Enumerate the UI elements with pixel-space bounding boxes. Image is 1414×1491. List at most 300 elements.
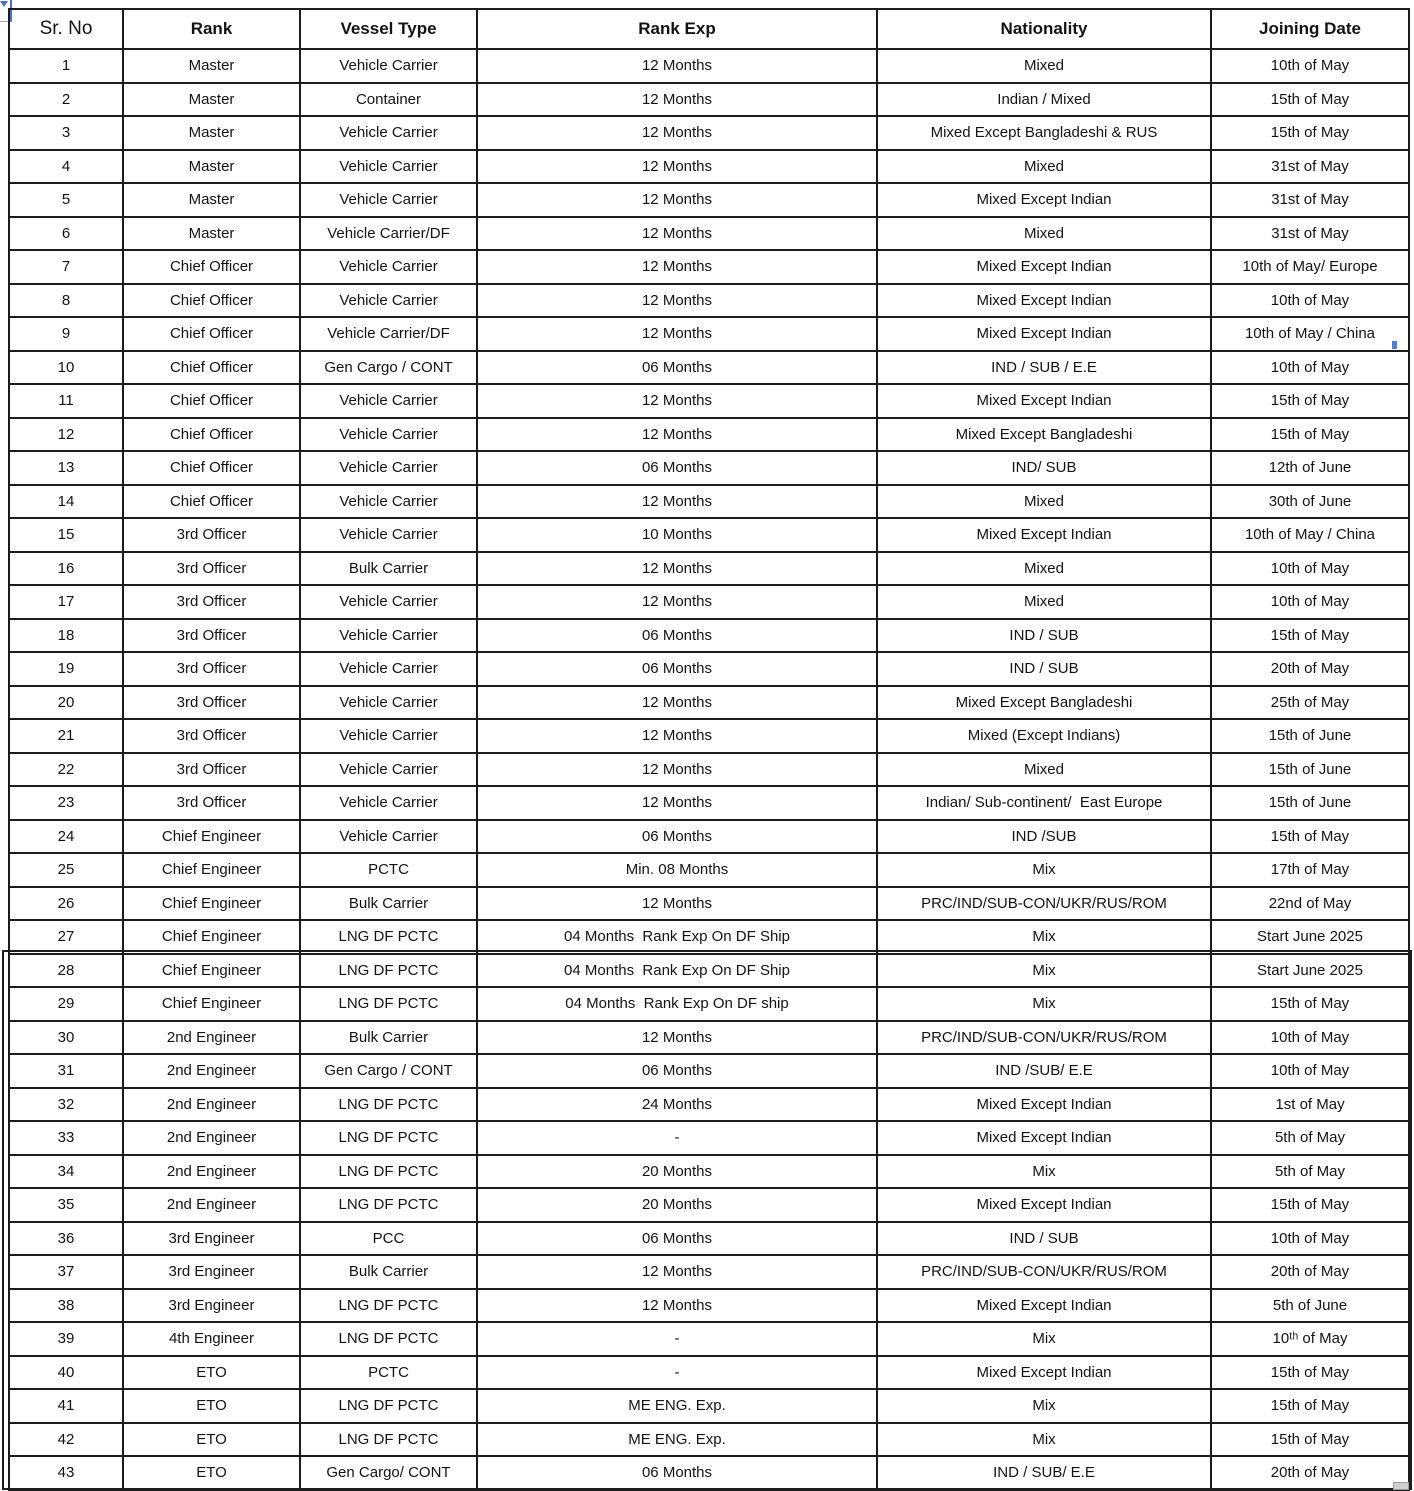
cell-rank-exp[interactable]: 12 Months <box>477 83 877 117</box>
cell-vessel-type[interactable]: Vehicle Carrier <box>300 284 477 318</box>
cell-rank-exp[interactable]: 04 Months Rank Exp On DF Ship <box>477 954 877 988</box>
cell-nationality[interactable]: PRC/IND/SUB-CON/UKR/RUS/ROM <box>877 1021 1211 1055</box>
cell-rank-exp[interactable]: 12 Months <box>477 1021 877 1055</box>
cell-joining-date[interactable]: 31st of May <box>1211 183 1409 217</box>
cell-vessel-type[interactable]: Vehicle Carrier <box>300 418 477 452</box>
cell-vessel-type[interactable]: Vehicle Carrier <box>300 183 477 217</box>
cell-joining-date[interactable]: 10th of May <box>1211 284 1409 318</box>
cell-nationality[interactable]: Mixed Except Indian <box>877 1356 1211 1390</box>
cell-nationality[interactable]: Mixed Except Bangladeshi <box>877 418 1211 452</box>
cell-nationality[interactable]: Mix <box>877 853 1211 887</box>
object-anchor-icon <box>1392 341 1397 349</box>
cell-joining-date[interactable]: 10th of May <box>1211 552 1409 586</box>
cell-sr-no[interactable]: 34 <box>9 1155 123 1189</box>
cell-rank-exp[interactable]: 12 Months <box>477 116 877 150</box>
cell-sr-no[interactable]: 19 <box>9 652 123 686</box>
cell-rank-exp[interactable]: 12 Months <box>477 552 877 586</box>
cell-rank[interactable]: 3rd Officer <box>123 786 300 820</box>
cell-vessel-type[interactable]: Bulk Carrier <box>300 887 477 921</box>
cell-nationality[interactable]: Mixed Except Indian <box>877 284 1211 318</box>
cell-rank[interactable]: 3rd Officer <box>123 518 300 552</box>
table-row <box>9 1188 1409 1222</box>
table-row <box>9 1155 1409 1189</box>
cell-vessel-type[interactable]: Vehicle Carrier <box>300 150 477 184</box>
cell-sr-no[interactable]: 21 <box>9 719 123 753</box>
cell-joining-date[interactable]: 1st of May <box>1211 1088 1409 1122</box>
cell-joining-date[interactable]: 12th of June <box>1211 451 1409 485</box>
cell-rank[interactable]: 3rd Officer <box>123 719 300 753</box>
cell-vessel-type[interactable]: Vehicle Carrier <box>300 686 477 720</box>
table-row <box>9 719 1409 753</box>
cell-joining-date[interactable]: 31st of May <box>1211 217 1409 251</box>
cell-vessel-type[interactable]: Container <box>300 83 477 117</box>
cell-rank[interactable]: 3rd Engineer <box>123 1222 300 1256</box>
table-row <box>9 150 1409 184</box>
cell-rank[interactable]: Chief Engineer <box>123 853 300 887</box>
cell-sr-no[interactable]: 29 <box>9 987 123 1021</box>
cell-nationality[interactable]: Mixed Except Indian <box>877 250 1211 284</box>
cell-sr-no[interactable]: 3 <box>9 116 123 150</box>
cell-sr-no[interactable]: 35 <box>9 1188 123 1222</box>
table-row <box>9 1423 1409 1457</box>
cell-rank[interactable]: Chief Engineer <box>123 887 300 921</box>
cell-joining-date[interactable]: 10th of May <box>1211 585 1409 619</box>
cell-rank[interactable]: Chief Officer <box>123 351 300 385</box>
cell-vessel-type[interactable]: LNG DF PCTC <box>300 954 477 988</box>
cell-sr-no[interactable]: 38 <box>9 1289 123 1323</box>
cell-rank[interactable]: Chief Officer <box>123 284 300 318</box>
cell-joining-date[interactable]: Start June 2025 <box>1211 954 1409 988</box>
cell-nationality[interactable]: Mix <box>877 1322 1211 1356</box>
cell-rank-exp[interactable]: 12 Months <box>477 1289 877 1323</box>
cell-sr-no[interactable]: 6 <box>9 217 123 251</box>
cell-joining-date[interactable]: Start June 2025 <box>1211 920 1409 954</box>
cell-joining-date[interactable]: 30th of June <box>1211 485 1409 519</box>
cell-rank-exp[interactable]: 12 Months <box>477 585 877 619</box>
cell-nationality[interactable]: Mixed Except Indian <box>877 317 1211 351</box>
cell-joining-date[interactable]: 15th of May <box>1211 1423 1409 1457</box>
cell-joining-date[interactable]: 10th of May <box>1211 1222 1409 1256</box>
cell-vessel-type[interactable]: Vehicle Carrier <box>300 250 477 284</box>
cell-nationality[interactable]: Mixed Except Indian <box>877 1121 1211 1155</box>
cell-rank[interactable]: 3rd Officer <box>123 753 300 787</box>
cell-sr-no[interactable]: 16 <box>9 552 123 586</box>
cell-rank-exp[interactable]: 12 Months <box>477 887 877 921</box>
cell-nationality[interactable]: Mixed <box>877 49 1211 83</box>
cell-joining-date[interactable]: 10th of May/ Europe <box>1211 250 1409 284</box>
cell-nationality[interactable]: IND/ SUB <box>877 451 1211 485</box>
cell-sr-no[interactable]: 5 <box>9 183 123 217</box>
cell-rank-exp[interactable]: 06 Months <box>477 652 877 686</box>
cell-rank[interactable]: Chief Officer <box>123 485 300 519</box>
cell-nationality[interactable]: Mixed Except Indian <box>877 1188 1211 1222</box>
cell-rank[interactable]: 3rd Officer <box>123 686 300 720</box>
cell-rank-exp[interactable]: 12 Months <box>477 418 877 452</box>
cell-rank-exp[interactable]: 12 Months <box>477 49 877 83</box>
cell-joining-date[interactable]: 15th of June <box>1211 753 1409 787</box>
table-row <box>9 920 1409 954</box>
cell-nationality[interactable]: IND /SUB <box>877 820 1211 854</box>
cell-vessel-type[interactable]: LNG DF PCTC <box>300 1423 477 1457</box>
cell-nationality[interactable]: Mixed <box>877 585 1211 619</box>
table-row <box>9 351 1409 385</box>
cell-rank[interactable]: Chief Officer <box>123 451 300 485</box>
cell-joining-date[interactable]: 5th of May <box>1211 1155 1409 1189</box>
cell-sr-no[interactable]: 1 <box>9 49 123 83</box>
cell-rank-exp[interactable]: - <box>477 1322 877 1356</box>
cell-joining-date[interactable]: 15th of June <box>1211 719 1409 753</box>
cell-rank-exp[interactable]: 06 Months <box>477 351 877 385</box>
cell-nationality[interactable]: Indian / Mixed <box>877 83 1211 117</box>
cell-vessel-type[interactable]: Vehicle Carrier <box>300 786 477 820</box>
cell-rank[interactable]: 3rd Engineer <box>123 1255 300 1289</box>
cell-sr-no[interactable]: 4 <box>9 150 123 184</box>
cell-nationality[interactable]: Mix <box>877 1155 1211 1189</box>
cell-joining-date[interactable]: 10th of May <box>1211 351 1409 385</box>
cell-rank-exp[interactable]: 04 Months Rank Exp On DF Ship <box>477 920 877 954</box>
cell-rank[interactable]: Chief Officer <box>123 418 300 452</box>
cell-sr-no[interactable]: 31 <box>9 1054 123 1088</box>
cell-rank[interactable]: 2nd Engineer <box>123 1188 300 1222</box>
cell-joining-date[interactable]: 10ᵗʰ of May <box>1211 1322 1409 1356</box>
cell-sr-no[interactable]: 27 <box>9 920 123 954</box>
cell-nationality[interactable]: Mix <box>877 920 1211 954</box>
cell-joining-date[interactable]: 10th of May <box>1211 1021 1409 1055</box>
cell-vessel-type[interactable]: Vehicle Carrier <box>300 585 477 619</box>
cell-sr-no[interactable]: 18 <box>9 619 123 653</box>
cell-rank-exp[interactable]: 06 Months <box>477 1456 877 1490</box>
cell-vessel-type[interactable]: PCTC <box>300 1356 477 1390</box>
cell-rank-exp[interactable]: 06 Months <box>477 1054 877 1088</box>
cell-joining-date[interactable]: 10th of May <box>1211 49 1409 83</box>
cell-rank-exp[interactable]: ME ENG. Exp. <box>477 1389 877 1423</box>
cell-joining-date[interactable]: 10th of May / China <box>1211 518 1409 552</box>
cell-vessel-type[interactable]: Vehicle Carrier <box>300 619 477 653</box>
table-row <box>9 753 1409 787</box>
cell-nationality[interactable]: Mixed <box>877 753 1211 787</box>
table-row <box>9 317 1409 351</box>
cell-rank-exp[interactable]: - <box>477 1356 877 1390</box>
cell-rank[interactable]: Master <box>123 183 300 217</box>
cell-sr-no[interactable]: 32 <box>9 1088 123 1122</box>
cell-joining-date[interactable]: 20th of May <box>1211 1255 1409 1289</box>
cell-vessel-type[interactable]: Vehicle Carrier/DF <box>300 217 477 251</box>
cell-vessel-type[interactable]: LNG DF PCTC <box>300 1088 477 1122</box>
cell-sr-no[interactable]: 23 <box>9 786 123 820</box>
cell-rank[interactable]: 2nd Engineer <box>123 1054 300 1088</box>
cell-sr-no[interactable]: 39 <box>9 1322 123 1356</box>
cell-rank-exp[interactable]: 12 Months <box>477 786 877 820</box>
cell-sr-no[interactable]: 10 <box>9 351 123 385</box>
cell-vessel-type[interactable]: Bulk Carrier <box>300 1021 477 1055</box>
cell-nationality[interactable]: Mix <box>877 954 1211 988</box>
cell-vessel-type[interactable]: Bulk Carrier <box>300 1255 477 1289</box>
cell-joining-date[interactable]: 15th of May <box>1211 384 1409 418</box>
cell-rank-exp[interactable]: 20 Months <box>477 1155 877 1189</box>
cell-joining-date[interactable]: 15th of May <box>1211 418 1409 452</box>
table-row <box>9 987 1409 1021</box>
cell-rank[interactable]: Master <box>123 83 300 117</box>
cell-rank-exp[interactable]: 12 Months <box>477 719 877 753</box>
cell-rank-exp[interactable]: 12 Months <box>477 150 877 184</box>
cell-rank-exp[interactable]: 12 Months <box>477 1255 877 1289</box>
cell-rank[interactable]: 2nd Engineer <box>123 1121 300 1155</box>
cell-vessel-type[interactable]: LNG DF PCTC <box>300 1188 477 1222</box>
cell-sr-no[interactable]: 37 <box>9 1255 123 1289</box>
cell-rank-exp[interactable]: 12 Months <box>477 317 877 351</box>
table-row <box>9 1389 1409 1423</box>
cell-sr-no[interactable]: 7 <box>9 250 123 284</box>
cell-nationality[interactable]: Mix <box>877 1423 1211 1457</box>
cell-rank-exp[interactable]: 12 Months <box>477 284 877 318</box>
cell-joining-date[interactable]: 22nd of May <box>1211 887 1409 921</box>
cell-nationality[interactable]: Mixed Except Indian <box>877 1289 1211 1323</box>
cell-sr-no[interactable]: 15 <box>9 518 123 552</box>
cell-vessel-type[interactable]: Gen Cargo/ CONT <box>300 1456 477 1490</box>
table-row <box>9 652 1409 686</box>
cell-sr-no[interactable]: 33 <box>9 1121 123 1155</box>
table-row <box>9 217 1409 251</box>
cell-vessel-type[interactable]: Vehicle Carrier <box>300 384 477 418</box>
cell-vessel-type[interactable]: Vehicle Carrier <box>300 719 477 753</box>
cell-sr-no[interactable]: 9 <box>9 317 123 351</box>
resize-handle[interactable] <box>1393 1482 1409 1490</box>
cell-vessel-type[interactable]: Vehicle Carrier <box>300 49 477 83</box>
cell-rank[interactable]: 4th Engineer <box>123 1322 300 1356</box>
cell-nationality[interactable]: Mixed Except Indian <box>877 518 1211 552</box>
cell-rank-exp[interactable]: 20 Months <box>477 1188 877 1222</box>
column-header-nationality[interactable]: Nationality <box>877 9 1211 49</box>
cell-joining-date[interactable]: 15th of May <box>1211 83 1409 117</box>
cell-nationality[interactable]: Mixed <box>877 217 1211 251</box>
cell-joining-date[interactable]: 31st of May <box>1211 150 1409 184</box>
cell-vessel-type[interactable]: Vehicle Carrier <box>300 116 477 150</box>
cell-rank[interactable]: Chief Officer <box>123 317 300 351</box>
table-row <box>9 1255 1409 1289</box>
cell-sr-no[interactable]: 20 <box>9 686 123 720</box>
table-row <box>9 1322 1409 1356</box>
table-row <box>9 853 1409 887</box>
cell-rank-exp[interactable]: 12 Months <box>477 384 877 418</box>
cell-rank-exp[interactable]: 04 Months Rank Exp On DF ship <box>477 987 877 1021</box>
cell-rank-exp[interactable]: 06 Months <box>477 1222 877 1256</box>
table-row <box>9 83 1409 117</box>
cell-joining-date[interactable]: 15th of May <box>1211 820 1409 854</box>
cell-rank[interactable]: 3rd Officer <box>123 619 300 653</box>
cell-sr-no[interactable]: 11 <box>9 384 123 418</box>
crew-vacancy-table <box>8 8 1410 1491</box>
cell-nationality[interactable]: IND /SUB/ E.E <box>877 1054 1211 1088</box>
cell-sr-no[interactable]: 22 <box>9 753 123 787</box>
cell-rank-exp[interactable]: 12 Months <box>477 183 877 217</box>
cell-nationality[interactable]: Mixed <box>877 552 1211 586</box>
cell-joining-date[interactable]: 25th of May <box>1211 686 1409 720</box>
cell-rank-exp[interactable]: 24 Months <box>477 1088 877 1122</box>
cell-vessel-type[interactable]: Vehicle Carrier <box>300 753 477 787</box>
cell-rank-exp[interactable]: 12 Months <box>477 217 877 251</box>
table-row <box>9 485 1409 519</box>
cell-rank[interactable]: 3rd Officer <box>123 552 300 586</box>
cell-sr-no[interactable]: 25 <box>9 853 123 887</box>
table-row <box>9 116 1409 150</box>
cell-rank-exp[interactable]: 06 Months <box>477 619 877 653</box>
cell-rank[interactable]: Chief Engineer <box>123 987 300 1021</box>
cell-vessel-type[interactable]: Bulk Carrier <box>300 552 477 586</box>
cell-joining-date[interactable]: 15th of June <box>1211 786 1409 820</box>
cell-nationality[interactable]: Mixed Except Indian <box>877 1088 1211 1122</box>
cell-nationality[interactable]: IND / SUB <box>877 619 1211 653</box>
cell-rank[interactable]: Master <box>123 49 300 83</box>
cell-nationality[interactable]: Mixed (Except Indians) <box>877 719 1211 753</box>
column-header-sr-no[interactable]: Sr. No <box>9 9 123 49</box>
table-row <box>9 786 1409 820</box>
table-row <box>9 1121 1409 1155</box>
cell-rank[interactable]: ETO <box>123 1389 300 1423</box>
cell-nationality[interactable]: Mixed Except Bangladeshi & RUS <box>877 116 1211 150</box>
cell-joining-date[interactable]: 5th of May <box>1211 1121 1409 1155</box>
cell-vessel-type[interactable]: LNG DF PCTC <box>300 1289 477 1323</box>
cell-joining-date[interactable]: 5th of June <box>1211 1289 1409 1323</box>
cell-rank[interactable]: 3rd Officer <box>123 585 300 619</box>
column-header-rank[interactable]: Rank <box>123 9 300 49</box>
cell-nationality[interactable]: Mixed Except Bangladeshi <box>877 686 1211 720</box>
cell-joining-date[interactable]: 15th of May <box>1211 987 1409 1021</box>
cell-rank[interactable]: 3rd Officer <box>123 652 300 686</box>
cell-nationality[interactable]: Mix <box>877 1389 1211 1423</box>
cell-vessel-type[interactable]: LNG DF PCTC <box>300 1155 477 1189</box>
cell-rank[interactable]: 2nd Engineer <box>123 1155 300 1189</box>
column-header-joining-date[interactable]: Joining Date <box>1211 9 1409 49</box>
cell-nationality[interactable]: IND / SUB <box>877 1222 1211 1256</box>
cell-rank[interactable]: Chief Engineer <box>123 820 300 854</box>
cell-joining-date[interactable]: 15th of May <box>1211 1188 1409 1222</box>
cell-vessel-type[interactable]: PCC <box>300 1222 477 1256</box>
cell-nationality[interactable]: Mix <box>877 987 1211 1021</box>
table-row <box>9 585 1409 619</box>
cell-vessel-type[interactable]: Gen Cargo / CONT <box>300 1054 477 1088</box>
table-row <box>9 250 1409 284</box>
cell-rank[interactable]: ETO <box>123 1356 300 1390</box>
cell-joining-date[interactable]: 17th of May <box>1211 853 1409 887</box>
cell-sr-no[interactable]: 8 <box>9 284 123 318</box>
cell-rank[interactable]: ETO <box>123 1456 300 1490</box>
cell-nationality[interactable]: Indian/ Sub-continent/ East Europe <box>877 786 1211 820</box>
cell-sr-no[interactable]: 24 <box>9 820 123 854</box>
cell-sr-no[interactable]: 26 <box>9 887 123 921</box>
cell-joining-date[interactable]: 10th of May / China <box>1211 317 1409 351</box>
cell-vessel-type[interactable]: Vehicle Carrier <box>300 518 477 552</box>
cell-rank[interactable]: Chief Officer <box>123 384 300 418</box>
cell-sr-no[interactable]: 40 <box>9 1356 123 1390</box>
cell-nationality[interactable]: Mixed Except Indian <box>877 384 1211 418</box>
cell-vessel-type[interactable]: LNG DF PCTC <box>300 987 477 1021</box>
cell-joining-date[interactable]: 20th of May <box>1211 1456 1409 1490</box>
cell-rank[interactable]: Chief Officer <box>123 250 300 284</box>
cell-vessel-type[interactable]: PCTC <box>300 853 477 887</box>
cell-rank-exp[interactable]: 12 Months <box>477 250 877 284</box>
column-header-rank-exp[interactable]: Rank Exp <box>477 9 877 49</box>
cell-joining-date[interactable]: 10th of May <box>1211 1054 1409 1088</box>
cell-sr-no[interactable]: 41 <box>9 1389 123 1423</box>
table-row <box>9 1222 1409 1256</box>
cell-rank[interactable]: 2nd Engineer <box>123 1088 300 1122</box>
table-row <box>9 1289 1409 1323</box>
cell-sr-no[interactable]: 43 <box>9 1456 123 1490</box>
cell-nationality[interactable]: Mixed <box>877 485 1211 519</box>
cell-rank-exp[interactable]: 06 Months <box>477 451 877 485</box>
cell-sr-no[interactable]: 42 <box>9 1423 123 1457</box>
cell-rank[interactable]: 3rd Engineer <box>123 1289 300 1323</box>
cell-joining-date[interactable]: 15th of May <box>1211 1389 1409 1423</box>
cell-rank[interactable]: Chief Engineer <box>123 920 300 954</box>
table-row <box>9 183 1409 217</box>
cell-sr-no[interactable]: 12 <box>9 418 123 452</box>
cell-rank[interactable]: Master <box>123 150 300 184</box>
table-row <box>9 451 1409 485</box>
cell-rank[interactable]: Chief Engineer <box>123 954 300 988</box>
table-body <box>9 49 1409 1490</box>
cell-rank-exp[interactable]: 12 Months <box>477 686 877 720</box>
cell-vessel-type[interactable]: LNG DF PCTC <box>300 1322 477 1356</box>
cell-rank-exp[interactable]: 12 Months <box>477 753 877 787</box>
cell-nationality[interactable]: Mixed <box>877 150 1211 184</box>
cell-vessel-type[interactable]: Gen Cargo / CONT <box>300 351 477 385</box>
column-header-vessel-type[interactable]: Vessel Type <box>300 9 477 49</box>
cell-sr-no[interactable]: 36 <box>9 1222 123 1256</box>
cell-sr-no[interactable]: 13 <box>9 451 123 485</box>
cell-joining-date[interactable]: 20th of May <box>1211 652 1409 686</box>
cell-sr-no[interactable]: 17 <box>9 585 123 619</box>
cell-rank[interactable]: ETO <box>123 1423 300 1457</box>
table-row <box>9 887 1409 921</box>
cell-nationality[interactable]: PRC/IND/SUB-CON/UKR/RUS/ROM <box>877 1255 1211 1289</box>
cell-sr-no[interactable]: 28 <box>9 954 123 988</box>
table-row <box>9 1088 1409 1122</box>
cell-vessel-type[interactable]: LNG DF PCTC <box>300 1121 477 1155</box>
cell-vessel-type[interactable]: Vehicle Carrier <box>300 820 477 854</box>
cell-rank[interactable]: Master <box>123 116 300 150</box>
table-row <box>9 418 1409 452</box>
cell-sr-no[interactable]: 14 <box>9 485 123 519</box>
cell-rank-exp[interactable]: - <box>477 1121 877 1155</box>
cell-nationality[interactable]: PRC/IND/SUB-CON/UKR/RUS/ROM <box>877 887 1211 921</box>
cell-vessel-type[interactable]: LNG DF PCTC <box>300 920 477 954</box>
cell-sr-no[interactable]: 30 <box>9 1021 123 1055</box>
cell-joining-date[interactable]: 15th of May <box>1211 619 1409 653</box>
cell-vessel-type[interactable]: Vehicle Carrier/DF <box>300 317 477 351</box>
cell-vessel-type[interactable]: Vehicle Carrier <box>300 485 477 519</box>
cell-rank-exp[interactable]: ME ENG. Exp. <box>477 1423 877 1457</box>
cell-rank[interactable]: 2nd Engineer <box>123 1021 300 1055</box>
cell-rank[interactable]: Master <box>123 217 300 251</box>
cell-joining-date[interactable]: 15th of May <box>1211 116 1409 150</box>
cell-rank-exp[interactable]: 12 Months <box>477 485 877 519</box>
cell-sr-no[interactable]: 2 <box>9 83 123 117</box>
cell-joining-date[interactable]: 15th of May <box>1211 1356 1409 1390</box>
cell-nationality[interactable]: IND / SUB <box>877 652 1211 686</box>
cell-rank-exp[interactable]: 06 Months <box>477 820 877 854</box>
cell-vessel-type[interactable]: Vehicle Carrier <box>300 652 477 686</box>
table-row <box>9 954 1409 988</box>
cell-rank-exp[interactable]: Min. 08 Months <box>477 853 877 887</box>
cell-rank-exp[interactable]: 10 Months <box>477 518 877 552</box>
table-header <box>9 9 1409 49</box>
cell-nationality[interactable]: IND / SUB/ E.E <box>877 1456 1211 1490</box>
cell-nationality[interactable]: Mixed Except Indian <box>877 183 1211 217</box>
cell-nationality[interactable]: IND / SUB / E.E <box>877 351 1211 385</box>
cell-vessel-type[interactable]: Vehicle Carrier <box>300 451 477 485</box>
cell-vessel-type[interactable]: LNG DF PCTC <box>300 1389 477 1423</box>
